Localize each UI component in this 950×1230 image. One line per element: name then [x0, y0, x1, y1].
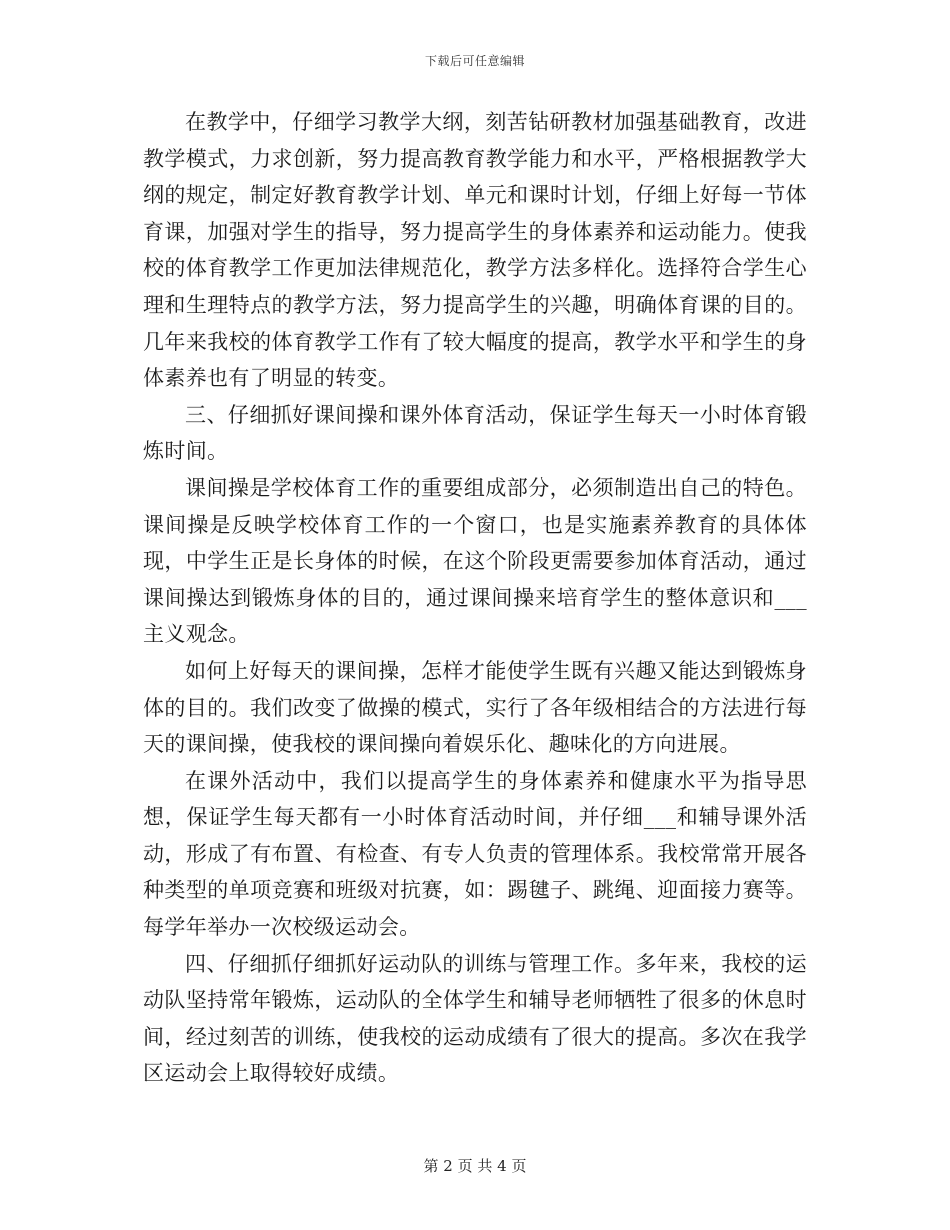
paragraph-section-four: 四、仔细抓仔细抓好运动队的训练与管理工作。多年来，我校的运动队坚持常年锻炼，运动队的全体学生和辅导老师牺牲了很多的休息时间，经过刻苦的训练，使我校的运动成绩有了很大的提高。多次在我学区运动会上取得较好成绩。: [143, 951, 807, 1086]
page-header: 下载后可任意编辑: [424, 54, 525, 68]
paragraph-teaching: 在教学中，仔细学习教学大纲，刻苦钻研教材加强基础教育，改进教学模式，力求创新，努力提高教育教学能力和水平，严格根据教学大纲的规定，制定好教育教学计划、单元和课时计划，仔细上好每一节体育课，加强对学生的指导，努力提高学生的身体素养和运动能力。使我校的体育教学工作更加法律规范化，教学方法多样化。选择符合学生心理和生理特点的教学方法，努力提高学生的兴趣，明确体育课的目的。几年来我校的体育教学工作有了较大幅度的提高，教学水平和学生的身体素养也有了明显的转变。: [143, 110, 807, 391]
paragraph-exercise-method: 如何上好每天的课间操，怎样才能使学生既有兴趣又能达到锻炼身体的目的。我们改变了做操的模式，实行了各年级相结合的方法进行每天的课间操，使我校的课间操向着娱乐化、趣味化的方向进展。: [143, 658, 807, 757]
document-body: [143, 104, 807, 1092]
paragraph-exercise-importance: 课间操是学校体育工作的重要组成部分，必须制造出自己的特色。课间操是反映学校体育工作的一个窗口，也是实施素养教育的具体体现，中学生正是长身体的时候，在这个阶段更需要参加体育活动，通过课间操达到锻炼身体的目的，通过课间操来培育学生的整体意识和___主义观念。: [143, 475, 807, 647]
page-number: 第 2 页 共 4 页: [423, 1157, 527, 1175]
paragraph-section-three-heading: 三、仔细抓好课间操和课外体育活动，保证学生每天一小时体育锻炼时间。: [143, 402, 807, 464]
paragraph-extracurricular: 在课外活动中，我们以提高学生的身体素养和健康水平为指导思想，保证学生每天都有一小时体育活动时间，并仔细___和辅导课外活动，形成了有布置、有检查、有专人负责的管理体系。我校常常开展各种类型的单项竞赛和班级对抗赛，如：踢毽子、跳绳、迎面接力赛等。每学年举办一次校级运动会。: [143, 768, 807, 940]
